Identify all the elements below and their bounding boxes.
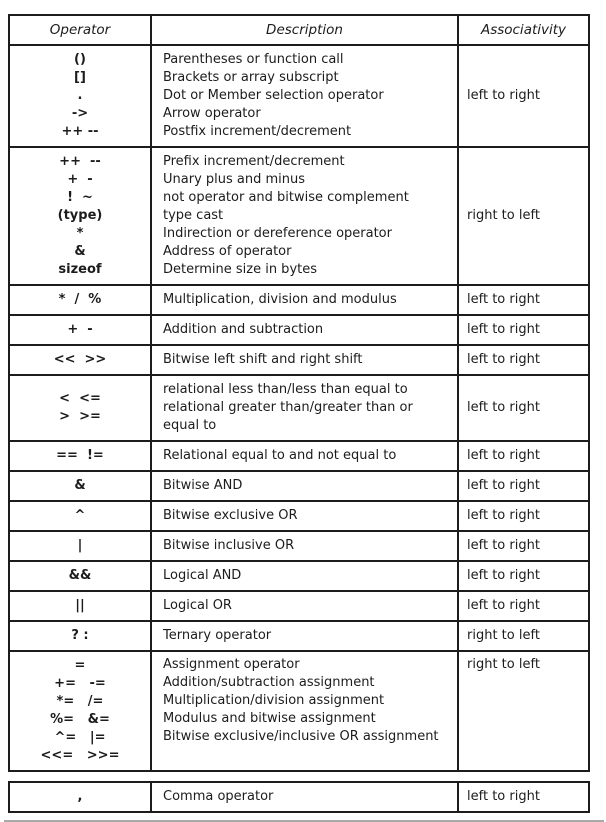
operator-cell <box>10 592 150 620</box>
operator-symbol: , <box>77 789 83 804</box>
operator-symbol: & <box>74 244 86 259</box>
description-line: Postfix increment/decrement <box>163 124 352 139</box>
operator-symbol: . <box>77 88 83 103</box>
operator-symbol: (type) <box>57 208 103 223</box>
description-line: Comma operator <box>163 789 274 804</box>
description-line: Bitwise exclusive OR <box>163 508 298 523</box>
operator-symbol: ^= |= <box>54 730 106 745</box>
header-operator: Operator <box>49 22 111 38</box>
operator-cell <box>10 472 150 500</box>
table-row <box>8 314 590 346</box>
description-line: Multiplication/division assignment <box>163 693 385 708</box>
description-line: Relational equal to and not equal to <box>163 448 397 463</box>
operator-cell <box>10 442 150 470</box>
operator-symbol: -> <box>71 106 89 121</box>
table-row <box>8 440 590 472</box>
operator-cell <box>10 376 150 440</box>
operator-symbol: = <box>74 658 86 673</box>
operator-cell <box>10 286 150 314</box>
operator-symbol: ^ <box>74 508 86 523</box>
associativity-value: left to right <box>467 88 540 103</box>
associativity-value: left to right <box>467 448 540 463</box>
description-line: Bitwise inclusive OR <box>163 538 295 553</box>
table-row <box>8 530 590 562</box>
description-line: relational greater than/greater than or <box>163 400 413 415</box>
description-cell <box>150 592 459 620</box>
header-associativity: Associativity <box>480 22 567 38</box>
associativity-cell <box>459 376 588 440</box>
operator-symbol: ! ~ <box>67 190 93 205</box>
description-cell <box>150 316 459 344</box>
operator-symbol: ++ -- <box>59 154 101 169</box>
associativity-value: left to right <box>467 478 540 493</box>
table-rows <box>8 44 590 813</box>
operator-symbol: *= /= <box>56 694 104 709</box>
operator-cell <box>10 346 150 374</box>
associativity-value: left to right <box>467 538 540 553</box>
description-line: Bitwise exclusive/inclusive OR assignment <box>163 729 439 744</box>
operator-cell <box>10 783 150 811</box>
description-line: Assignment operator <box>163 657 300 672</box>
description-cell <box>150 286 459 314</box>
description-line: not operator and bitwise complement <box>163 190 409 205</box>
operator-symbol: ++ -- <box>61 124 99 139</box>
associativity-value: left to right <box>467 322 540 337</box>
description-cell <box>150 562 459 590</box>
operator-symbol: > >= <box>59 409 101 424</box>
description-line: type cast <box>163 208 224 223</box>
table-row <box>8 470 590 502</box>
table-row <box>8 500 590 532</box>
associativity-value: left to right <box>467 508 540 523</box>
associativity-cell <box>459 502 588 530</box>
description-line: Address of operator <box>163 244 292 259</box>
operator-symbol: += -= <box>54 676 106 691</box>
description-cell <box>150 148 459 284</box>
operator-cell <box>10 562 150 590</box>
description-cell <box>150 783 459 811</box>
description-line: Brackets or array subscript <box>163 70 339 85</box>
operator-symbol: | <box>77 538 83 553</box>
description-cell <box>150 46 459 146</box>
table-row <box>8 146 590 286</box>
associativity-cell <box>459 622 588 650</box>
description-line: Bitwise left shift and right shift <box>163 352 363 367</box>
description-cell <box>150 622 459 650</box>
table-row <box>8 781 590 813</box>
operator-cell <box>10 502 150 530</box>
description-line: Logical OR <box>163 598 232 613</box>
description-line: Addition and subtraction <box>163 322 324 337</box>
table-header-row <box>8 14 590 46</box>
operator-symbol: << >> <box>53 352 107 367</box>
description-line: Prefix increment/decrement <box>163 154 345 169</box>
operator-cell <box>10 148 150 284</box>
description-line: Unary plus and minus <box>163 172 306 187</box>
associativity-cell <box>459 652 588 770</box>
associativity-cell <box>459 286 588 314</box>
operator-symbol: () <box>74 52 86 67</box>
table-row <box>8 650 590 772</box>
operator-symbol: * <box>76 226 84 241</box>
associativity-value: left to right <box>467 789 540 804</box>
description-cell <box>150 376 459 440</box>
operator-symbol: %= &= <box>50 712 110 727</box>
operator-symbol: * / % <box>58 292 102 307</box>
table-row <box>8 560 590 592</box>
operator-symbol: == != <box>56 448 104 463</box>
description-cell <box>150 532 459 560</box>
associativity-cell <box>459 442 588 470</box>
description-line: Modulus and bitwise assignment <box>163 711 376 726</box>
associativity-cell <box>459 472 588 500</box>
associativity-cell <box>459 592 588 620</box>
operator-symbol: && <box>68 568 92 583</box>
description-line: Determine size in bytes <box>163 262 318 277</box>
description-cell <box>150 346 459 374</box>
operator-symbol: & <box>74 478 86 493</box>
associativity-value: left to right <box>467 292 540 307</box>
associativity-value: right to left <box>467 657 540 672</box>
table-row <box>8 344 590 376</box>
associativity-cell <box>459 346 588 374</box>
description-cell <box>150 442 459 470</box>
table-row <box>8 620 590 652</box>
operator-precedence-table <box>8 14 590 822</box>
description-line: Dot or Member selection operator <box>163 88 384 103</box>
associativity-value: right to left <box>467 208 540 223</box>
associativity-cell <box>459 316 588 344</box>
operator-symbol: sizeof <box>58 262 102 277</box>
operator-symbol: + - <box>67 172 93 187</box>
description-line: Logical AND <box>163 568 242 583</box>
description-line: Indirection or dereference operator <box>163 226 392 241</box>
description-line: Arrow operator <box>163 106 261 121</box>
table-row <box>8 44 590 148</box>
operator-cell <box>10 622 150 650</box>
description-line: relational less than/less than equal to <box>163 382 408 397</box>
table-row <box>8 284 590 316</box>
description-line: Parentheses or function call <box>163 52 344 67</box>
associativity-cell <box>459 46 588 146</box>
operator-cell <box>10 532 150 560</box>
associativity-cell <box>459 562 588 590</box>
associativity-value: left to right <box>467 568 540 583</box>
description-line: Multiplication, division and modulus <box>163 292 397 307</box>
operator-cell <box>10 46 150 146</box>
table-row <box>8 374 590 442</box>
operator-symbol: + - <box>67 322 93 337</box>
description-line: Addition/subtraction assignment <box>163 675 375 690</box>
associativity-cell <box>459 148 588 284</box>
description-cell <box>150 652 459 770</box>
operator-cell <box>10 652 150 770</box>
associativity-value: left to right <box>467 352 540 367</box>
associativity-cell <box>459 532 588 560</box>
description-line: equal to <box>163 418 217 433</box>
associativity-value: right to left <box>467 628 540 643</box>
table-row <box>8 590 590 622</box>
operator-symbol: [] <box>74 70 86 85</box>
description-line: Bitwise AND <box>163 478 243 493</box>
operator-cell <box>10 316 150 344</box>
associativity-value: left to right <box>467 400 540 415</box>
description-cell <box>150 502 459 530</box>
header-description: Description <box>150 16 459 44</box>
operator-symbol: ? : <box>71 628 89 643</box>
operator-symbol: < <= <box>59 391 101 406</box>
operator-symbol: <<= >>= <box>40 748 120 763</box>
description-cell <box>150 472 459 500</box>
description-line: Ternary operator <box>163 628 272 643</box>
operator-symbol: || <box>75 598 85 613</box>
associativity-value: left to right <box>467 598 540 613</box>
associativity-cell <box>459 783 588 811</box>
